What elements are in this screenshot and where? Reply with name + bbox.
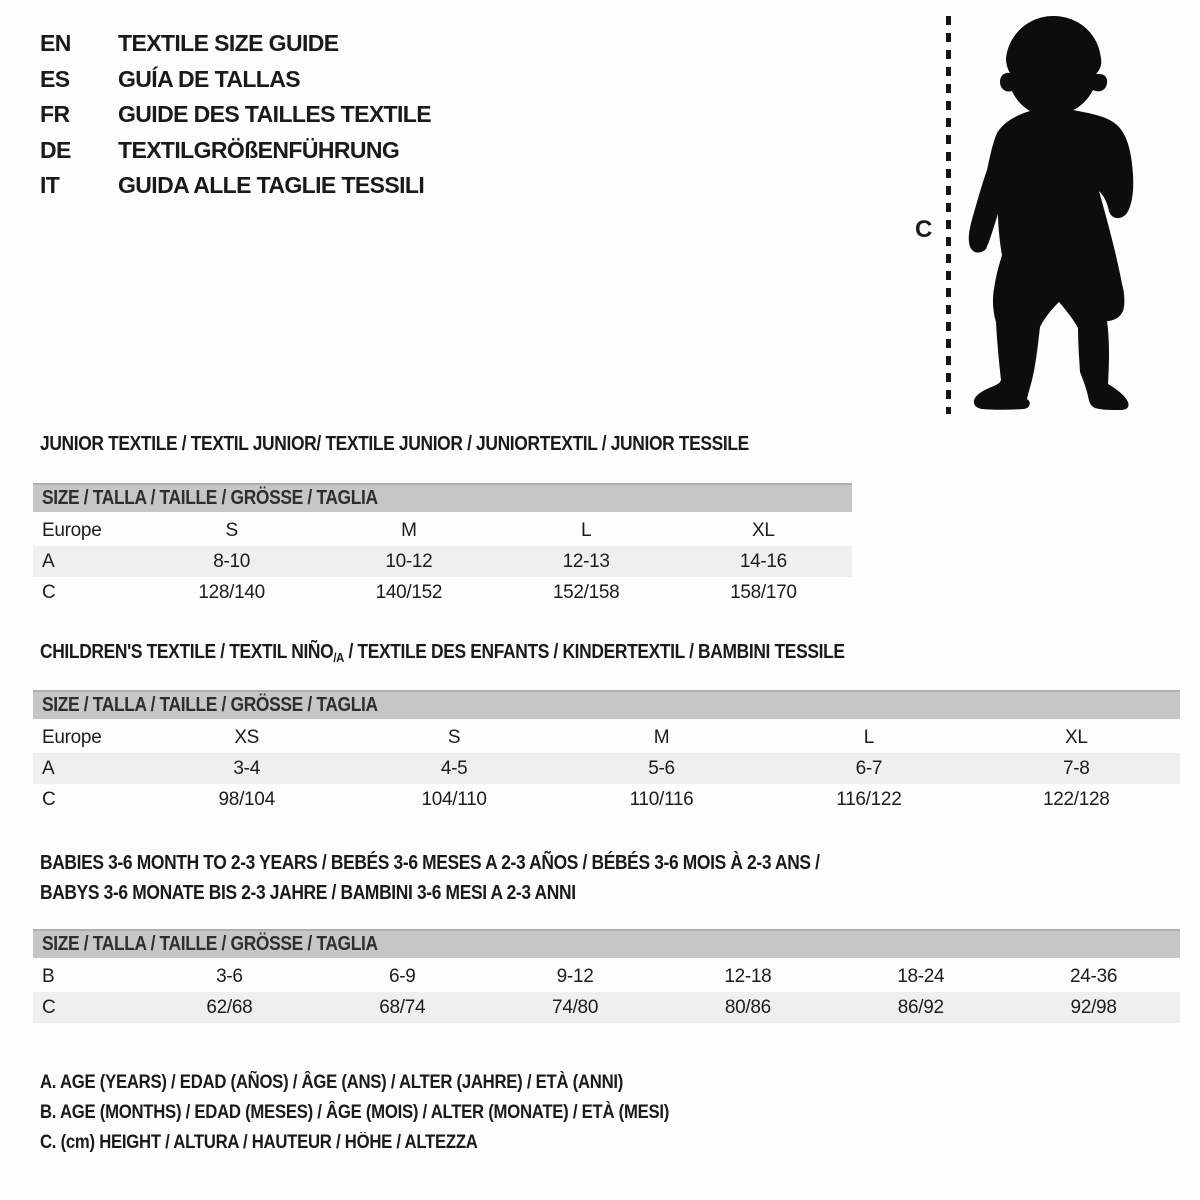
row-label: C [42, 996, 56, 1018]
row-label: A [42, 550, 55, 572]
cell-value: XL [752, 519, 775, 541]
children-title-subscript: /A [333, 650, 344, 665]
cell-value: XS [234, 726, 260, 748]
legend-line-b: B. AGE (MONTHS) / EDAD (MESES) / ÂGE (MOIS) / ALTER (MONATE) / ETÀ (MESI) [40, 1102, 670, 1123]
cell-value: 8-10 [213, 550, 251, 572]
cell-value: 6-7 [855, 757, 883, 779]
cell-value: 80/86 [724, 996, 771, 1018]
cell-value: 62/68 [206, 996, 253, 1018]
row-label: C [42, 581, 56, 603]
cell-value: XL [1064, 726, 1088, 748]
children-section-title [40, 641, 845, 665]
guide-title-fr: GUIDE DES TAILLES TEXTILE [118, 101, 431, 128]
cell-value: 86/92 [897, 996, 944, 1018]
cell-value: 110/116 [629, 788, 694, 810]
cell-value: M [653, 726, 670, 748]
cell-value: 98/104 [218, 788, 275, 810]
cell-value: 18-24 [897, 965, 945, 987]
cell-value: 104/110 [421, 788, 487, 810]
language-code: EN [40, 30, 71, 57]
row-label: B [42, 965, 55, 987]
cell-value: 12-18 [724, 965, 772, 987]
table-row [33, 992, 1180, 1023]
legend-line-a: A. AGE (YEARS) / EDAD (AÑOS) / ÂGE (ANS) / ALTER (JAHRE) / ETÀ (ANNI) [40, 1072, 624, 1093]
table-row [33, 784, 1180, 815]
children-size-table [33, 690, 1180, 815]
cell-value: 152/158 [552, 581, 620, 603]
language-row-es [40, 62, 431, 98]
cell-value: 5-6 [648, 757, 675, 779]
language-code: DE [40, 136, 71, 163]
table-row [33, 577, 852, 608]
cell-value: 3-4 [233, 757, 260, 779]
cell-value: 14-16 [739, 550, 787, 572]
babies-size-table [33, 929, 1180, 1023]
language-code: FR [40, 101, 70, 128]
size-header-bar [33, 690, 1180, 719]
row-label: Europe [42, 726, 102, 748]
table-row [33, 961, 1180, 992]
cell-value: 4-5 [440, 757, 468, 779]
toddler-silhouette [960, 12, 1140, 414]
cell-value: M [401, 519, 417, 541]
guide-title-en: TEXTILE SIZE GUIDE [118, 30, 339, 57]
size-header-label: SIZE / TALLA / TAILLE / GRÖSSE / TAGLIA [42, 933, 378, 955]
language-row-en [40, 26, 431, 62]
cell-value: L [580, 519, 592, 541]
cell-value: S [447, 726, 461, 748]
cell-value: 128/140 [198, 581, 265, 603]
cell-value: L [863, 726, 875, 748]
cell-value: 6-9 [388, 965, 416, 987]
legend-line-c: C. (cm) HEIGHT / ALTURA / HAUTEUR / HÖHE / ALTEZZA [40, 1132, 478, 1153]
size-header-bar [33, 929, 1180, 958]
children-title-pre: CHILDREN'S TEXTILE / TEXTIL NIÑO [40, 641, 334, 663]
table-row [33, 722, 1180, 753]
cell-value: 68/74 [379, 996, 426, 1018]
table-row [33, 753, 1180, 784]
cell-value: 9-12 [556, 965, 594, 987]
table-row [33, 546, 852, 577]
language-title-list [40, 26, 431, 204]
language-row-it [40, 168, 431, 204]
babies-title-line1: BABIES 3-6 MONTH TO 2-3 YEARS / BEBÉS 3-6 MESES A 2-3 AÑOS / BÉBÉS 3-6 MOIS À 2-3 ANS / [40, 852, 820, 874]
language-row-de [40, 133, 431, 169]
cell-value: 140/152 [375, 581, 443, 603]
row-label: A [42, 757, 55, 779]
junior-size-table [33, 483, 852, 608]
measurement-legend [40, 1068, 755, 1158]
size-header-label: SIZE / TALLA / TAILLE / GRÖSSE / TAGLIA [42, 694, 378, 716]
size-header-bar [33, 483, 852, 512]
cell-value: 116/122 [836, 788, 902, 810]
cell-value: 3-6 [216, 965, 243, 987]
cell-value: S [225, 519, 238, 541]
junior-section-title: JUNIOR TEXTILE / TEXTIL JUNIOR/ TEXTILE JUNIOR / JUNIORTEXTIL / JUNIOR TESSILE [40, 433, 749, 455]
size-header-label: SIZE / TALLA / TAILLE / GRÖSSE / TAGLIA [42, 487, 378, 509]
children-title-post: / TEXTILE DES ENFANTS / KINDERTEXTIL / BAMBINI TESSILE [343, 641, 845, 663]
row-label: Europe [42, 519, 102, 541]
guide-title-it: GUIDA ALLE TAGLIE TESSILI [118, 172, 425, 199]
cell-value: 92/98 [1070, 996, 1117, 1018]
height-label-c: C [915, 216, 933, 243]
guide-title-es: GUÍA DE TALLAS [118, 65, 300, 92]
guide-title-de: TEXTILGRÖßENFÜHRUNG [118, 136, 400, 163]
cell-value: 122/128 [1042, 788, 1110, 810]
cell-value: 12-13 [562, 550, 610, 572]
language-row-fr [40, 97, 431, 133]
cell-value: 158/170 [730, 581, 797, 603]
language-code: IT [40, 172, 60, 199]
cell-value: 24-36 [1070, 965, 1118, 987]
babies-section-title [40, 849, 820, 908]
babies-title-line2: BABYS 3-6 MONATE BIS 2-3 JAHRE / BAMBINI 3-6 MESI A 2-3 ANNI [40, 881, 576, 904]
cell-value: 10-12 [385, 550, 433, 572]
cell-value: 7-8 [1063, 757, 1090, 779]
language-code: ES [40, 65, 70, 92]
table-row [33, 515, 852, 546]
row-label: C [42, 788, 56, 810]
height-measure-dashed-line [946, 16, 951, 414]
cell-value: 74/80 [552, 996, 599, 1018]
